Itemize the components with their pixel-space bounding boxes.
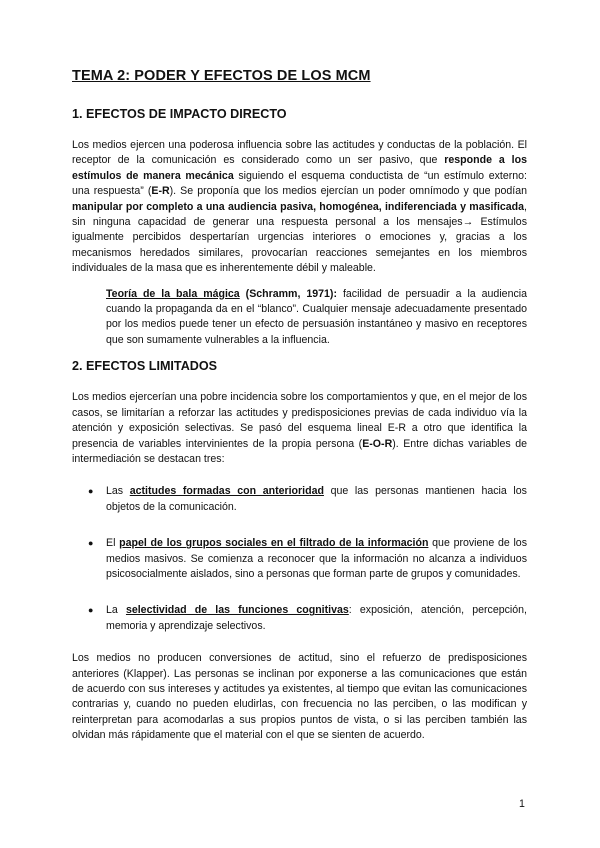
list-item (72, 484, 527, 515)
bold-run: E-O-R (362, 437, 393, 450)
section2-heading: 2. EFECTOS LIMITADOS (72, 359, 218, 374)
bullet-icon: ● (88, 538, 94, 549)
list-item-key-term: actitudes formadas con anterioridad (129, 485, 324, 498)
bold-run: manipular por completo a una audiencia pasiva, homogénea, indiferenciada y masificada (72, 200, 525, 213)
list-item-prefix: Las (106, 485, 130, 498)
list-item-key-term: selectividad de las funciones cognitivas (125, 604, 349, 617)
document-page (72, 68, 527, 744)
closing-paragraph: Los medios no producen conversiones de actitud, sino el refuerzo de predisposiciones anteriores (Klapper). Las personas se inclinan por exponerse a las comunicaciones que están de acuerdo con sus intereses y actitudes ya existentes, al tiempo que evitan las comunicaciones contrarias y, cuando no pueden eludirlas, con frecuencia no las perciben, o las modifican y reinterpretan para acomodarlas a sus propios puntos de vista, o si las perciben también las olvidan más rápidamente que el material con el que se sienten de acuerdo. (72, 652, 527, 742)
magic-bullet-theory-block (106, 287, 527, 349)
theory-text: facilidad de persuadir a la audiencia cuando la propaganda da en el “blanco”. Cualquier mensaje adecuadamente presentado por los medios puede tener un efecto de persuasión instantáneo y masivo en receptores que son sumamente vulnerables a la influencia. (106, 287, 527, 346)
theory-colon: : (333, 287, 337, 300)
list-item-key-term: papel de los grupos sociales en el filtrado de la información (119, 537, 429, 550)
text-run: ). Entre dichas variables de intermediación se destacan tres: (72, 437, 527, 465)
theory-term: Teoría de la bala mágica (106, 287, 240, 300)
bullet-icon: ● (88, 486, 94, 497)
text-run: , sin ninguna capacidad de generar una respuesta personal a los mensajes→ Estímulos igualmente percibidos despertarían urgencias interiores o emociones y, gracias a los mecanismos heredados similares, provocarían reacciones semejantes en los miembros individuales de la masa que es inherentemente débil y maleable. (72, 200, 527, 275)
list-item-prefix: La (106, 604, 126, 617)
intermediary-variables-list (72, 484, 527, 634)
section2-paragraph (72, 390, 527, 467)
section1-heading: 1. EFECTOS DE IMPACTO DIRECTO (72, 107, 287, 121)
bold-run: responde a los estímulos de manera mecánica (72, 154, 527, 182)
section1-paragraph (72, 138, 527, 277)
bold-run: E-R (151, 185, 170, 198)
text-run: ). Se proponía que los medios ejercían un poder omnímodo y que podían (169, 185, 527, 198)
text-run: Los medios ejercerían una pobre incidencia sobre los comportamientos y que, en el mejor de los casos, se limitarían a reforzar las actitudes y predisposiciones previas de cada individuo vía la atención y exposición selectivas. Se pasó del esquema lineal E-R a otro que identifica la presencia de variables intervinientes de la propia persona ( (72, 391, 527, 450)
list-item (72, 536, 527, 582)
document-title: TEMA 2: PODER Y EFECTOS DE LOS MCM (72, 68, 371, 84)
page-number: 1 (519, 798, 525, 810)
list-item-text: que proviene de los medios masivos. Se comienza a reconocer que la información no alcanza a individuos psicosocialmente aislados, sino a personas que forman parte de grupos y comunidades. (106, 537, 527, 580)
list-item-text: : exposición, atención, percepción, memoria y aprendizaje selectivos. (106, 604, 527, 632)
text-run: siguiendo el esquema conductista de “un estímulo externo: una respuesta” ( (72, 169, 527, 198)
bullet-icon: ● (88, 605, 94, 616)
text-run: Los medios ejercen una poderosa influencia sobre las actitudes y conductas de la población. El receptor de la comunicación es considerado como un ser pasivo, que (72, 139, 527, 167)
list-item-text: que las personas mantienen hacia los objetos de la comunicación. (106, 485, 527, 513)
theory-source: (Schramm, 1971) (239, 287, 334, 300)
list-item (72, 603, 527, 634)
list-item-prefix: El (106, 537, 120, 550)
